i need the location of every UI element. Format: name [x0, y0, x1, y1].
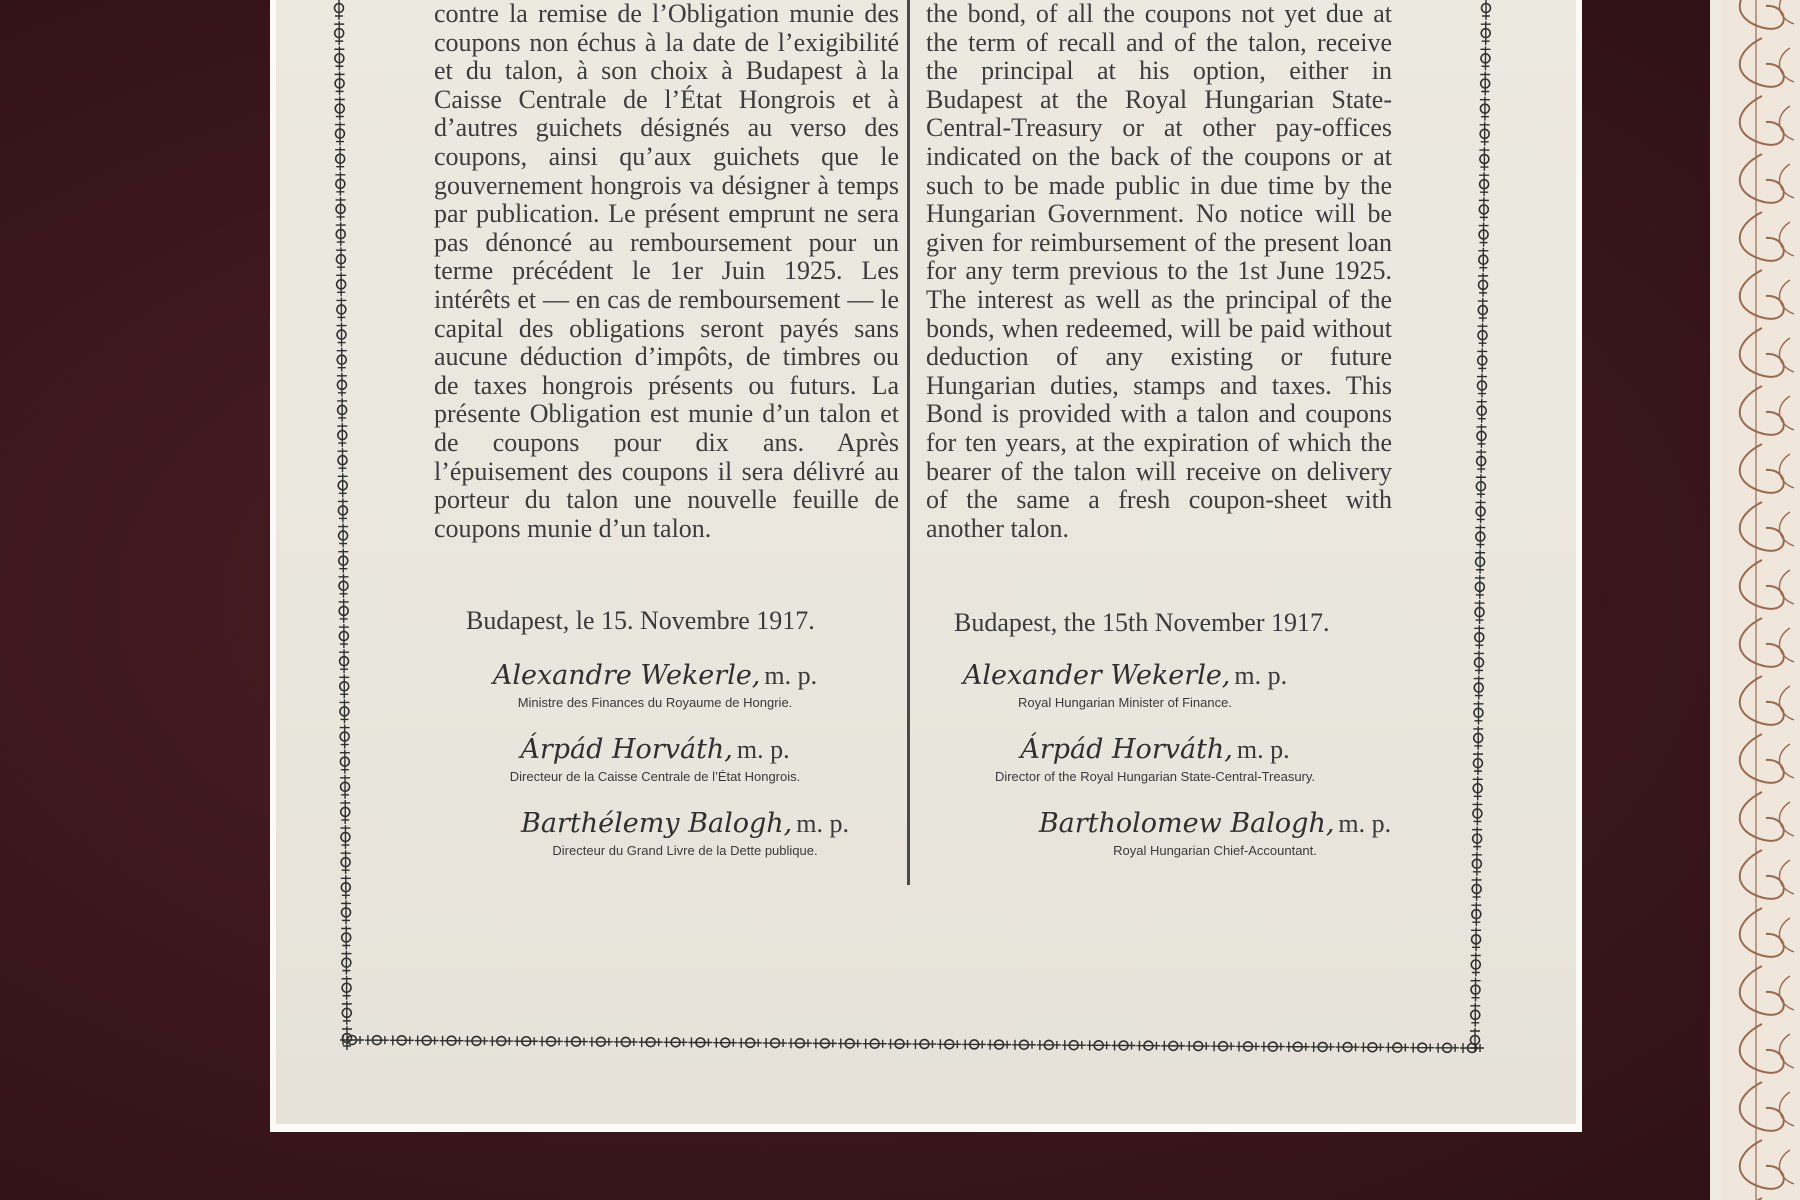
signatory-suffix: m. p.	[796, 809, 849, 838]
signatory-title: Royal Hungarian Minister of Finance.	[1018, 695, 1232, 710]
signatory-suffix: m. p.	[1234, 661, 1288, 690]
french-signature-3	[460, 808, 910, 858]
english-signature-3	[990, 808, 1440, 858]
english-date-line: Budapest, the 15th November 1917.	[954, 608, 1330, 637]
signatory-name: Alexander Wekerle,	[962, 660, 1231, 691]
signatory-title: Directeur du Grand Livre de la Dette publique.	[552, 843, 818, 858]
french-text-column	[434, 0, 899, 543]
signatory-name: Barthélemy Balogh,	[521, 808, 793, 839]
signatory-suffix: m. p.	[1338, 809, 1392, 838]
english-text-column	[926, 0, 1392, 543]
signatory-title: Royal Hungarian Chief-Accountant.	[1113, 843, 1317, 858]
french-signature-2	[430, 734, 880, 784]
column-divider	[907, 0, 910, 885]
signatory-name: Árpád Horváth,	[520, 734, 733, 765]
french-signature-1	[430, 660, 880, 710]
signatory-title: Directeur de la Caisse Centrale de l’État Hongrois.	[509, 769, 801, 784]
signatory-name: Árpád Horváth,	[1020, 734, 1233, 765]
frame-left-chain	[334, 0, 352, 1050]
signatory-suffix: m. p.	[1236, 735, 1290, 764]
signatory-title: Ministre des Finances du Royaume de Hongrie.	[517, 695, 793, 710]
signatory-suffix: m. p.	[764, 661, 818, 690]
french-body-text: contre la remise de l’Obligation munie des coupons non échus à la date de l’exigibilité et du talon, à son choix à Budapest à la Caisse Centrale de l’État Hongrois et à d’autres guichets désignés au verso des coupons, ainsi qu’aux guichets que le gouvernement hongrois va désigner à temps par publication. Le présent emprunt ne sera pas dénoncé au remboursement pour un terme précédent le 1er Juin 1925. Les intérêts et — en cas de remboursement — le capital des obligations seront payés sans aucune déduction d’impôts, de timbres ou de taxes hongrois présents ou futurs. La présente Obligation est munie d’un talon et de coupons pour dix ans. Après l’épuisement des coupons il sera délivré au porteur du talon une nouvelle feuille de coupons munie d’un talon.	[434, 0, 899, 543]
english-body-text: the bond, of all the coupons not yet due at the term of recall and of the talon, receive the principal at his option, either in Budapest at the Royal Hungarian State-Central-Treasury or at other pay-offices indicated on the back of the coupons or at such to be made public in due time by the Hungarian Government. No notice will be given for reimbursement of the present loan for any term previous to the 1st June 1925. The interest as well as the principal of the bonds, when redeemed, will be paid without deduction of any existing or future Hungarian duties, stamps and taxes. This Bond is provided with a talon and coupons for ten years, at the expiration of which the bearer of the talon will receive on delivery of the same a fresh coupon-sheet with another talon.	[926, 0, 1392, 543]
signatory-name: Bartholomew Balogh,	[1038, 808, 1335, 839]
frame-right-chain	[1470, 0, 1491, 1052]
english-signature-1	[900, 660, 1350, 710]
frame-bottom-chain	[340, 1035, 1484, 1053]
signatory-title: Director of the Royal Hungarian State-Central-Treasury.	[994, 769, 1316, 784]
english-signature-2	[920, 734, 1390, 784]
signatory-name: Alexandre Wekerle,	[492, 660, 761, 691]
signatory-suffix: m. p.	[736, 735, 790, 764]
french-date-line: Budapest, le 15. Novembre 1917.	[466, 606, 815, 635]
